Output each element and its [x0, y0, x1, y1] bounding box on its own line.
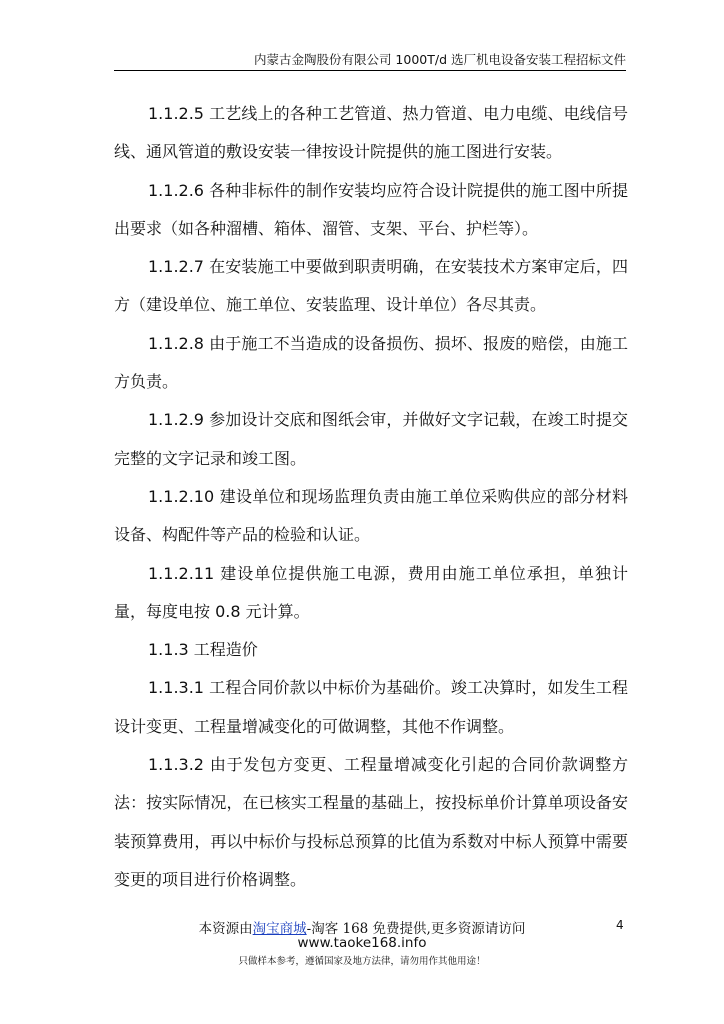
paragraph-1-1-2-7: 1.1.2.7 在安装施工中要做到职责明确，在安装技术方案审定后，四方（建设单位、施工单位、安装监理、设计单位）各尽其责。	[114, 257, 628, 315]
footer-prefix: 本资源由	[198, 921, 253, 937]
paragraph-1-1-2-8: 1.1.2.8 由于施工不当造成的设备损伤、损坏、报废的赔偿，由施工方负责。	[114, 333, 628, 392]
paragraph-1-1-2-10: 1.1.2.10 建设单位和现场监理负责由施工单位采购供应的部分材料设备、构配件等产品的检验和认证。	[114, 486, 628, 545]
footer-url[interactable]: www.taoke168.info	[297, 935, 427, 951]
document-body	[114, 95, 628, 899]
header-title: 内蒙古金陶股份有限公司 1000T/d 选厂机电设备安装工程招标文件	[253, 52, 626, 67]
paragraph-1-1-2-6: 1.1.2.6 各种非标件的制作安装均应符合设计院提供的施工图中所提出要求（如各种溜槽、箱体、溜管、支架、平台、护栏等）。	[114, 180, 628, 238]
paragraph-1-1-3-1: 1.1.3.1 工程合同价款以中标价为基础价。竣工决算时，如发生工程设计变更、工程量增减变化的可做调整，其他不作调整。	[114, 678, 628, 736]
paragraph-1-1-3-2: 1.1.3.2 由于发包方变更、工程量增减变化引起的合同价款调整方法：按实际情况，在已核实工程量的基础上，按投标单价计算单项设备安装预算费用，再以中标价与投标总预算的比值为系数对中标人预算中需要变更的项目进行价格调整。	[114, 755, 628, 889]
section-heading-1-1-3: 1.1.3 工程造价	[148, 640, 258, 660]
footer-store-link[interactable]: 淘宝商城	[252, 921, 307, 937]
paragraph-1-1-2-11: 1.1.2.11 建设单位提供施工电源，费用由施工单位承担，单独计量，每度电按 0.8 元计算。	[114, 563, 628, 621]
footer-suffix: -淘客 168 免费提供,更多资源请访问	[306, 921, 526, 937]
page-number: 4	[616, 918, 624, 932]
page-header	[114, 50, 626, 71]
paragraph-1-1-2-5: 1.1.2.5 工艺线上的各种工艺管道、热力管道、电力电缆、电线信号线、通风管道的敷设安装一律按设计院提供的施工图进行安装。	[114, 104, 628, 162]
paragraph-1-1-2-9: 1.1.2.9 参加设计交底和图纸会审，并做好文字记载，在竣工时提交完整的文字记录和竣工图。	[114, 410, 628, 468]
footer-disclaimer: 只做样本参考，遵循国家及地方法律，请勿用作其他用途！	[238, 956, 486, 967]
